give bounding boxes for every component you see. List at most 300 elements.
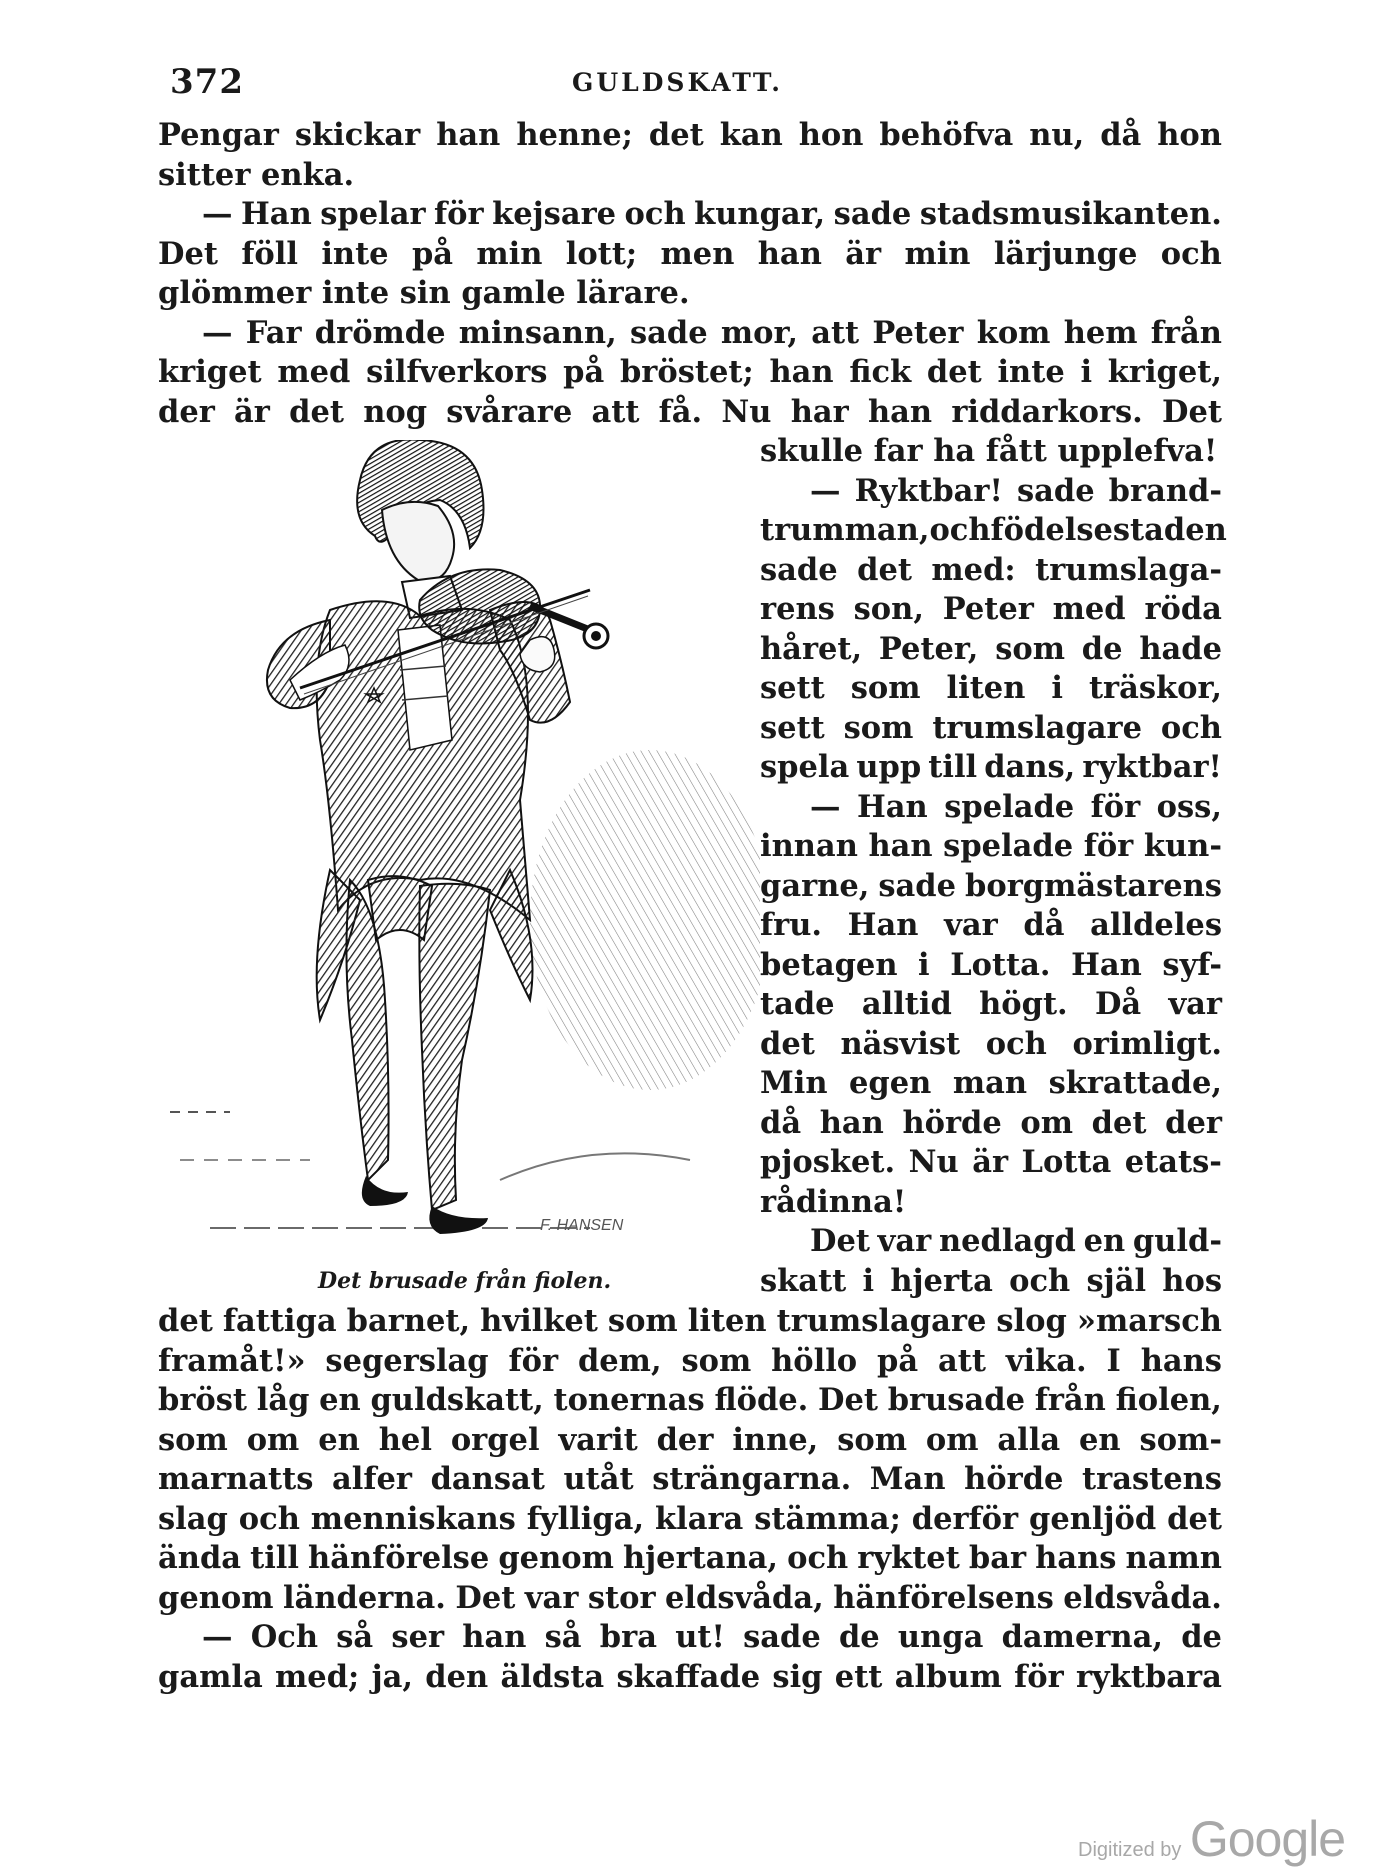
word: Lotta. [950, 946, 1051, 983]
word: Det [455, 1579, 516, 1616]
word: Det [158, 235, 218, 272]
word: och [1160, 709, 1222, 746]
word: sett [760, 670, 825, 706]
word: och [238, 1500, 300, 1537]
word: kan [719, 117, 783, 153]
word: hem [1063, 314, 1138, 351]
text-line [760, 551, 1222, 591]
word: det [289, 393, 344, 430]
word: det [926, 354, 982, 390]
word: alltid [861, 986, 952, 1022]
word: borgmästarens [965, 867, 1222, 904]
word: att [938, 1342, 986, 1379]
word: hade [1139, 630, 1222, 667]
word: då [1023, 907, 1065, 943]
word: Peter, [878, 630, 979, 667]
word: var [944, 907, 998, 943]
word: lärjunge [993, 235, 1138, 272]
word: garne, [760, 867, 870, 904]
word: min [904, 235, 971, 272]
word: guld- [1132, 1223, 1222, 1259]
word: som [995, 630, 1065, 667]
text-line [760, 1222, 1222, 1262]
text-line [760, 827, 1222, 867]
word: sade [878, 867, 957, 904]
word: sade [833, 196, 912, 232]
word: sade [1016, 472, 1095, 509]
text-line [158, 1342, 1222, 1382]
word: tade [760, 986, 835, 1022]
word: strängarna. [652, 1461, 852, 1497]
word: namn [1125, 1540, 1222, 1576]
word: från [1150, 314, 1222, 351]
text-line [158, 393, 1222, 433]
illustration-caption: Det brusade från fiolen. [318, 1268, 612, 1294]
word: ryktet [857, 1540, 960, 1576]
word: liten [687, 1303, 767, 1339]
word: han [819, 1104, 884, 1141]
text-line [760, 946, 1222, 986]
text-line [158, 1579, 1222, 1619]
word: henne; [516, 117, 633, 153]
word: i [1080, 354, 1093, 390]
word: — [810, 472, 841, 509]
word: det [760, 1025, 815, 1062]
text-block-top [158, 116, 1222, 432]
word: röda [1144, 591, 1222, 627]
word: träskor, [1088, 670, 1222, 706]
word: så [544, 1619, 582, 1655]
word: Han [1071, 946, 1142, 983]
word: föll [241, 235, 298, 272]
text-line: rådinna! [760, 1183, 907, 1220]
word: ja, [371, 1658, 413, 1695]
word: man [952, 1065, 1028, 1101]
word: egen [849, 1065, 932, 1101]
word: varit [558, 1421, 638, 1458]
text-line [158, 116, 1222, 156]
word: pjosket. [760, 1144, 896, 1180]
word: skaffade [616, 1658, 761, 1695]
word: nog [363, 393, 428, 430]
word: ut! [675, 1619, 725, 1655]
word: Ryktbar! [854, 472, 1003, 509]
word: sett [760, 709, 825, 746]
word: som [843, 709, 914, 746]
word: på [563, 354, 605, 390]
word: alfer [332, 1461, 412, 1497]
word: nedlagd [938, 1223, 1076, 1259]
word: har [790, 393, 849, 430]
word: damerna, [1001, 1619, 1163, 1655]
word: ända [158, 1540, 242, 1576]
word: marnatts [158, 1461, 314, 1497]
word: en [319, 1382, 361, 1418]
word: näsvist [840, 1025, 961, 1062]
text-line [158, 235, 1222, 275]
text-line: sitter enka. [158, 156, 355, 193]
word: brand- [1108, 472, 1222, 509]
word: och [985, 1025, 1047, 1062]
word: inte [321, 235, 389, 272]
word: då [760, 1104, 802, 1141]
word: till [250, 1540, 299, 1576]
word: med: [931, 551, 1016, 588]
text-line [760, 906, 1222, 946]
word: inte [997, 354, 1065, 390]
word: och [624, 196, 686, 232]
word: i [862, 1262, 875, 1299]
word: rens [760, 591, 835, 627]
text-line [760, 511, 1227, 551]
word: album [894, 1658, 1002, 1695]
word: trastens [1082, 1461, 1222, 1497]
word: med [1052, 591, 1126, 627]
word: han [757, 235, 822, 272]
word: Nu [908, 1144, 959, 1180]
word: etats- [1124, 1144, 1222, 1180]
word: Nu [721, 393, 772, 430]
word: mor, [720, 314, 798, 351]
word: fru. [760, 907, 822, 943]
word: trumslaga- [1035, 551, 1222, 588]
text-line: glömmer inte sin gamle lärare. [158, 275, 690, 311]
word: liten [946, 670, 1026, 706]
text-line [760, 590, 1222, 630]
word: Och [250, 1619, 319, 1655]
word: höllo [771, 1342, 858, 1379]
word: det [1091, 1104, 1147, 1141]
word: som [607, 1303, 678, 1339]
word: genljöd [1029, 1500, 1157, 1537]
word: guldskatt, [370, 1382, 544, 1418]
word: genom [158, 1579, 274, 1616]
word: bröst [158, 1382, 247, 1418]
word: fick [849, 354, 912, 390]
word: der [1165, 1104, 1222, 1141]
word: han [462, 1619, 527, 1655]
word: upp [856, 749, 922, 785]
text-line [158, 1500, 1222, 1540]
word: Far [245, 314, 302, 351]
word: han [436, 117, 501, 153]
word: ryktbar! [1082, 749, 1222, 785]
text-line [760, 472, 1222, 512]
text-line [158, 1460, 1222, 1500]
word: minsann, [458, 314, 617, 351]
word: och [1009, 1262, 1071, 1299]
word: nu, [1029, 117, 1085, 153]
word: ett [834, 1658, 883, 1695]
word: eldsvåda, [665, 1579, 824, 1616]
word: en [318, 1421, 360, 1458]
word: spelade [943, 828, 1074, 864]
word: men [660, 235, 735, 272]
word: är [845, 235, 882, 272]
word: sade [743, 1619, 821, 1655]
word: Min [760, 1065, 828, 1101]
word: hon [798, 117, 864, 153]
word: hans [1035, 1540, 1117, 1576]
word: flöde. [714, 1382, 809, 1418]
word: Lotta [1021, 1144, 1112, 1180]
watermark-prefix: Digitized by [1078, 1839, 1182, 1861]
word: de [838, 1619, 880, 1655]
word: skickar [294, 117, 421, 153]
google-logo: Google [1189, 1811, 1346, 1867]
word: derför [911, 1500, 1019, 1537]
word: syf- [1162, 946, 1222, 983]
word: han [769, 354, 834, 390]
word: Då [1094, 986, 1142, 1022]
word: för [1014, 1658, 1064, 1695]
word: trumslagare [776, 1303, 987, 1339]
running-title: GULDSKATT. [572, 68, 784, 97]
word: hänförelsens [833, 1579, 1054, 1616]
word: slag [158, 1500, 228, 1537]
word: hjerta [890, 1262, 993, 1299]
word: inne, [732, 1421, 819, 1458]
word: och [1160, 235, 1222, 272]
word: orgel [450, 1421, 540, 1458]
word: att [591, 393, 640, 430]
word: bra [599, 1619, 657, 1655]
word: hörde [964, 1461, 1064, 1497]
text-column [760, 432, 1227, 1301]
word: Man [869, 1461, 946, 1497]
word: var [524, 1579, 579, 1616]
word: som [681, 1342, 752, 1379]
engraver-signature: F. HANSEN [540, 1217, 624, 1234]
text-line: skulle far ha fått upplefva! [760, 433, 1218, 469]
word: — [202, 196, 233, 232]
word: dem, [577, 1342, 662, 1379]
word: Peter [872, 314, 964, 351]
word: stadsmusikanten. [919, 196, 1222, 232]
word: Pengar [158, 117, 279, 153]
word: lott; [565, 235, 638, 272]
word: I [1106, 1342, 1121, 1379]
word: länderna. [283, 1579, 446, 1616]
word: skatt [760, 1262, 847, 1299]
word: är [234, 393, 270, 430]
word: på [877, 1342, 919, 1379]
text-line [158, 1381, 1222, 1421]
text-line [760, 1262, 1222, 1302]
word: framåt!» [158, 1342, 306, 1379]
word: stämma; [754, 1500, 901, 1537]
word: stor [587, 1579, 656, 1616]
word: högt. [979, 986, 1068, 1022]
word: Det [818, 1382, 878, 1418]
word: som [850, 670, 921, 706]
word: som [158, 1421, 228, 1458]
word: för [1090, 788, 1141, 825]
word: spela [760, 749, 850, 785]
word: är [972, 1144, 1009, 1180]
word: trumslagare [932, 709, 1142, 746]
word: hjertana, [622, 1540, 779, 1576]
word: kriget [158, 354, 262, 390]
word: fiolen, [1115, 1382, 1222, 1418]
text-line [158, 1421, 1222, 1461]
text-line [760, 748, 1222, 788]
word: Det [1162, 393, 1222, 430]
word: de [1081, 630, 1123, 667]
word: »marsch [1076, 1303, 1222, 1339]
word: behöfva [879, 117, 1014, 153]
violinist-illustration [170, 440, 760, 1250]
word: och [929, 512, 991, 548]
word: låg [256, 1382, 310, 1418]
word: alla [997, 1421, 1061, 1458]
word: ser [391, 1619, 445, 1655]
word: då [1100, 117, 1142, 153]
word: för [434, 196, 484, 232]
word: skrattade, [1048, 1065, 1222, 1101]
word: — [202, 1619, 233, 1655]
word: sig [772, 1658, 823, 1695]
word: de [1181, 1619, 1222, 1655]
text-line [760, 709, 1222, 749]
word: hel [378, 1421, 432, 1458]
word: det [857, 551, 912, 588]
word: hans [1140, 1342, 1222, 1379]
word: genom [498, 1540, 614, 1576]
word: hos [1162, 1262, 1222, 1299]
word: med [277, 354, 351, 390]
word: så [336, 1619, 374, 1655]
word: och [787, 1540, 849, 1576]
word: kungar, [694, 196, 826, 232]
word: oss, [1156, 788, 1222, 825]
word: sade [629, 314, 708, 351]
text-line [760, 1104, 1222, 1144]
word: gamla [158, 1658, 263, 1695]
digitized-watermark [1078, 1810, 1345, 1868]
word: utåt [563, 1461, 634, 1497]
word: i [1051, 670, 1063, 706]
text-line [158, 314, 1222, 354]
word: om [246, 1421, 300, 1458]
word: Han [240, 196, 312, 232]
word: spelade [944, 788, 1075, 825]
word: segerslag [325, 1342, 489, 1379]
word: bröstet; [619, 354, 754, 390]
word: der [158, 393, 215, 430]
text-block-bottom [158, 1302, 1222, 1697]
word: äldsta [500, 1658, 605, 1695]
word: Det [810, 1223, 870, 1259]
word: dansat [430, 1461, 545, 1497]
word: der [656, 1421, 714, 1458]
word: fattiga [222, 1303, 337, 1339]
word: innan [760, 828, 858, 864]
word: brusade [887, 1382, 1025, 1418]
word: svårare [446, 393, 573, 430]
word: Peter [942, 591, 1034, 627]
text-line [760, 985, 1222, 1025]
word: eldsvåda. [1063, 1579, 1222, 1616]
word: om [1020, 1104, 1074, 1141]
word: själ [1086, 1262, 1147, 1299]
word: hon [1157, 117, 1222, 153]
word: hvilket [480, 1303, 598, 1339]
word: kriget, [1107, 354, 1222, 390]
text-line [158, 195, 1222, 235]
word: drömde [314, 314, 446, 351]
word: håret, [760, 630, 863, 667]
text-line [760, 630, 1222, 670]
word: ryktbara [1075, 1658, 1222, 1695]
word: han [867, 393, 933, 430]
text-line [158, 353, 1222, 393]
word: få. [658, 393, 703, 430]
text-line [760, 1025, 1222, 1065]
word: för [508, 1342, 559, 1379]
text-line [760, 867, 1222, 907]
word: att [811, 314, 860, 351]
word: hänförelse [308, 1540, 490, 1576]
word: i [918, 946, 930, 983]
word: unga [897, 1619, 984, 1655]
word: var [877, 1223, 932, 1259]
word: på [411, 235, 454, 272]
word: sade [760, 551, 838, 588]
word: födelsestaden [990, 512, 1227, 548]
word: en [1083, 1223, 1126, 1259]
word: alldeles [1090, 907, 1222, 943]
word: det [158, 1303, 213, 1339]
word: kun- [1143, 828, 1222, 864]
word: om [925, 1421, 979, 1458]
word: till [928, 749, 978, 785]
word: menniskans [310, 1500, 516, 1537]
word: det [1167, 1500, 1222, 1537]
word: slog [996, 1303, 1067, 1339]
word: klara [654, 1500, 744, 1537]
word: det [648, 117, 704, 153]
text-line [760, 1143, 1222, 1183]
word: kejsare [492, 196, 617, 232]
word: var [1168, 986, 1222, 1022]
word: son, [853, 591, 924, 627]
word: med; [275, 1658, 360, 1695]
word: trumman, [760, 512, 930, 548]
word: riddarkors. [951, 393, 1143, 430]
word: kom [976, 314, 1051, 351]
word: som [837, 1421, 907, 1458]
word: från [1034, 1382, 1106, 1418]
text-line [158, 1302, 1222, 1342]
text-line [158, 1539, 1222, 1579]
text-line [760, 669, 1222, 709]
word: betagen [760, 946, 898, 983]
word: tonernas [553, 1382, 705, 1418]
page-number: 372 [170, 62, 244, 102]
word: den [425, 1658, 489, 1695]
word: Han [856, 788, 928, 825]
word: barnet, [346, 1303, 471, 1339]
word: spelar [320, 196, 426, 232]
word: bar [968, 1540, 1027, 1576]
word: min [476, 235, 543, 272]
word: Han [847, 907, 919, 943]
text-line [158, 1618, 1222, 1658]
word: orimligt. [1072, 1025, 1222, 1062]
text-line [158, 1658, 1222, 1698]
word: han [868, 828, 933, 864]
